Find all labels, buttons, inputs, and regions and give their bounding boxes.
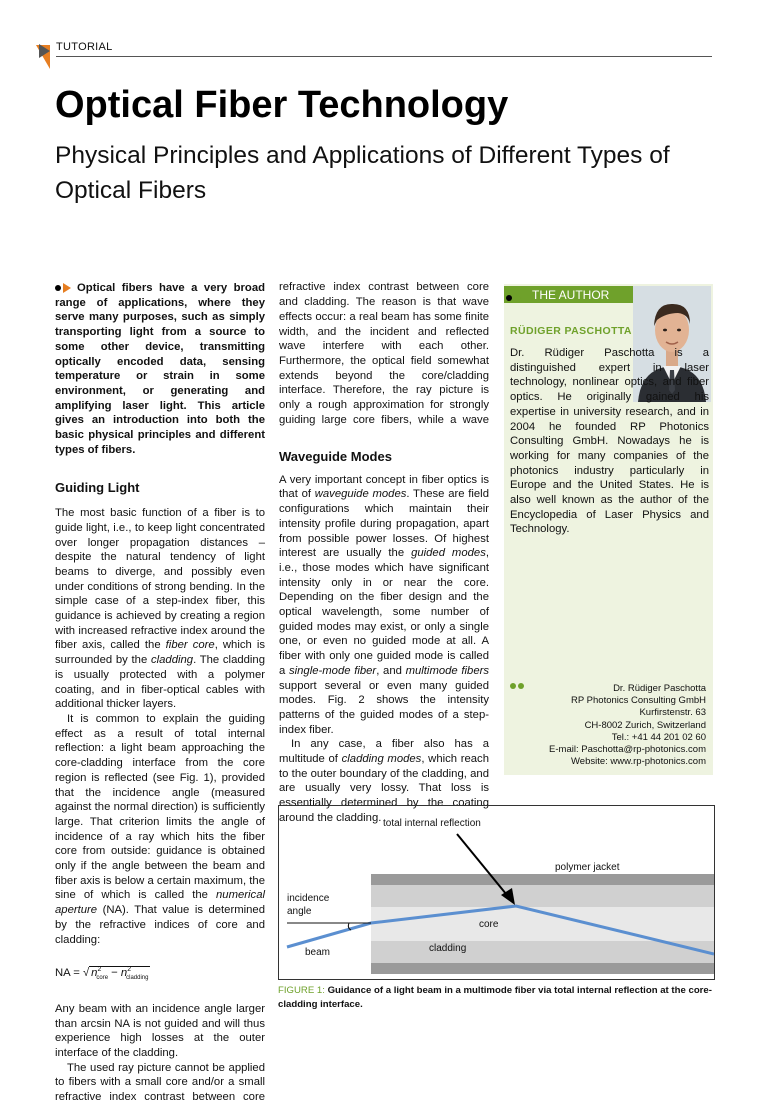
bio-text: Dr. Rüdiger Paschotta is a distinguished expert in laser technology, nonlinear optics, and fiber optics. He originally gained his expertise in university research, and in 2004 he founded RP Photonics Consulting GmbH. Nowadays he is working for many companies of the photonics industry particularly in Europe and the United States. He is also well known as the author of the Encyclopedia of Laser Physics and Technology. [510, 347, 709, 536]
paragraph [279, 473, 489, 738]
section-heading-waveguide-modes: Waveguide Modes [279, 449, 392, 464]
formula-n: n [91, 967, 98, 979]
bullet-icon [510, 683, 516, 689]
section-label: TUTORIAL [56, 41, 113, 53]
arrow-bullet-icon [514, 293, 522, 303]
formula-sub: cladding [126, 975, 149, 982]
jacket-bottom [371, 963, 714, 974]
text: , and [376, 664, 406, 677]
text: In any case, a fiber also has a multitude of [279, 738, 489, 766]
text: . These are field configurations which maintain their intensity profile during propagation, apart from possible power losses. Of highest interest are usually the [279, 488, 489, 560]
text: , which reach to the outer boundary of the cladding, and are usually very lossy. That loss is essentially determined by the coating around the cladding. [279, 753, 489, 824]
bullet-icon [55, 285, 61, 291]
formula-sub: core [96, 975, 109, 982]
author-heading-bar [504, 286, 636, 303]
formula-sup: 2 [97, 966, 102, 974]
label-angle: angle [287, 906, 312, 917]
column-2 [279, 281, 489, 826]
contact-street: Kurfirstenstr. 63 [639, 707, 706, 719]
author-name: RÜDIGER PASCHOTTA [510, 325, 632, 337]
term: single-mode fiber [288, 664, 377, 677]
continued-text-clip: refractive index contrast between core and cladding. The reason is that wave effects occur: a real beam has some finite width, and the incident and reflected wave interfere with each other. Furthermore, the optical field somewhat extends beyond the core/cladding interface. Therefore, the ray picture is only a rough approximation for strongly guiding large core fibers, while a wave [279, 281, 489, 426]
author-contact [520, 683, 706, 768]
term: fiber core [165, 639, 215, 652]
paragraph: Any beam with an incidence angle larger than arcsin NA is not guided and will thus experience high losses at the outer interface of the cladding. [55, 1002, 265, 1060]
paragraph [55, 506, 265, 712]
lead-paragraph [55, 281, 265, 457]
bullet-icon [506, 295, 512, 301]
na-formula [55, 963, 265, 986]
article-subtitle: Physical Principles and Applications of Different Types of Optical Fibers [55, 142, 670, 204]
term: waveguide modes [314, 488, 407, 501]
figure-1-caption [278, 984, 714, 1012]
caption-label: FIGURE 1: [278, 985, 325, 996]
author-bullets [506, 289, 522, 307]
formula-minus: − [108, 967, 121, 979]
contact-city: CH-8002 Zurich, Switzerland [584, 719, 706, 731]
contact-website[interactable]: Website: www.rp-photonics.com [571, 756, 706, 768]
text: It is common to explain the guiding effect as a result of total internal reflection: a light beam approaching the core-cladding interface from the core region is reflected (see Fig. 1), provided that the incidence angle (measured against the normal direction) is sufficiently large. That criterion limits the angle of incidence of a ray which hits the fiber core from outside: guidance is obtained only if the angle between the beam and fiber axis is below a certain maximum, the sine of which is called the [55, 712, 265, 902]
paragraph: The used ray picture cannot be applied to fibers with a small core and/or a small refractive index contrast between core [55, 1061, 265, 1104]
header-rule [56, 56, 712, 57]
contact-company: RP Photonics Consulting GmbH [571, 695, 706, 707]
contact-tel: Tel.: +41 44 201 02 60 [611, 731, 706, 743]
term: cladding [150, 654, 194, 667]
sqrt-symbol: √ [82, 967, 90, 979]
term: multimode fibers [405, 664, 490, 677]
text: , i.e., those modes which have significant intensity only in or near the core. Depending on the fiber design and the optical wavelength, some number of guided modes may exist, or only a single one, or even no guided mode at all. A fiber with only one guided mode is called a [279, 547, 489, 677]
paragraph [55, 712, 265, 947]
text: The most basic function of a fiber is to guide light, i.e., to keep light concentrated over longer propagation distances – despite the natural tendency of light beams to diverge, and possibly even under conditions of strong bending. In the simple case of a step-index fiber, this guidance is achieved by creating a region with increased refractive index around the fiber axis, called the [55, 507, 265, 652]
term: cladding modes [341, 753, 422, 766]
tutorial-arrow-icon [39, 44, 50, 58]
paragraph-continued [279, 281, 489, 428]
term: guided modes [411, 547, 486, 560]
jacket-top [371, 874, 714, 885]
article-title: Optical Fiber Technology [55, 84, 509, 126]
formula-sup: 2 [127, 966, 132, 974]
formula-lhs: NA = [55, 967, 83, 979]
cladding-top [371, 885, 714, 907]
contact-email[interactable]: E-mail: Paschotta@rp-photonics.com [549, 744, 706, 756]
text: , which is surrounded by the [55, 639, 265, 667]
text: A very important concept in fiber optics is that of [279, 473, 489, 501]
caption-text: Guidance of a light beam in a multimode fiber via total internal reflection at the core-cladding interface. [278, 985, 712, 1010]
lead-text: Optical fibers have a very broad range of applications, where they serve many purposes, such as simply transporting light from a source to some other device, transmitting optically encoded data, sensing temperature or strain in some environment, or generating and amplifying laser light. This article gives an introduction into both the basic physical principles and different types of fibers. [55, 282, 265, 456]
label-beam: beam [305, 947, 331, 958]
contact-name: Dr. Rüdiger Paschotta [613, 683, 706, 694]
label-incidence: incidence [287, 893, 330, 904]
label-cladding: cladding [429, 943, 467, 954]
text: . The cladding is usually protected with a polymer coating, and in fiber-optical cables with additional thicker layers. [55, 654, 265, 711]
label-core: core [479, 919, 499, 930]
section-heading-guiding-light: Guiding Light [55, 480, 140, 496]
term: numerical aperture [55, 889, 265, 917]
label-tir: total internal reflection [383, 818, 481, 829]
author-bio [510, 346, 709, 537]
cladding-bottom [371, 941, 714, 963]
column-1 [55, 281, 265, 1105]
formula-n: n [120, 967, 128, 979]
author-heading: THE AUTHOR [532, 288, 610, 302]
figure-1 [278, 805, 715, 980]
text: support several or even many guided modes. Fig. 2 shows the intensity patterns of the guided modes of a step-index fiber. [279, 679, 489, 736]
label-jacket: polymer jacket [555, 862, 620, 873]
arrow-bullet-icon [63, 283, 71, 293]
fiber-diagram [279, 806, 714, 979]
text: (NA). That value is determined by the refractive indices of core and cladding: [55, 904, 265, 946]
